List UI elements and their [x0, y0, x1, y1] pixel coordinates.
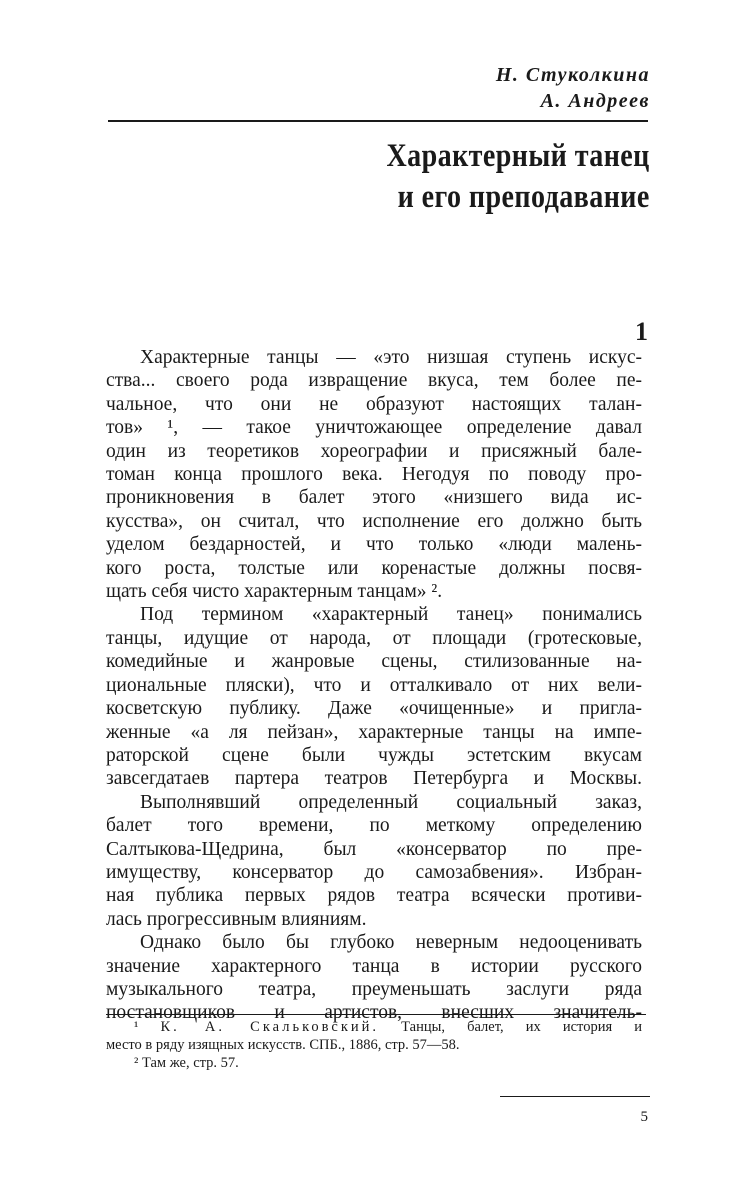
body-line: Характерные танцы — «это низшая ступень искус-	[140, 347, 642, 368]
body-line: музыкального театра, преуменьшать заслуги ряда	[106, 978, 642, 1000]
author-andreev: А. Андреев	[540, 90, 650, 112]
body-line: значение характерного танца в истории русского	[106, 955, 642, 977]
body-line: женные «а ля пейзан», характерные танцы на импе-	[106, 721, 642, 743]
chapter-title-line-1: Характерный танец	[386, 138, 650, 174]
body-line: проникновения в балет этого «низшего вида ис-	[106, 487, 642, 509]
section-number: 1	[635, 317, 648, 346]
body-line: щать себя чисто характерным танцам» ².	[106, 581, 443, 603]
footnotes	[106, 1018, 642, 1072]
body-line: томан конца прошлого века. Негодуя по поводу про-	[106, 464, 642, 486]
header-rule	[108, 120, 648, 122]
footnote-1-marker: ¹	[134, 1019, 139, 1035]
body-line: ная публика первых рядов театра всячески противи-	[106, 885, 642, 907]
body-line: Салтыкова-Щедрина, был «консерватор по пре-	[106, 838, 642, 860]
body-line: тов» ¹, — такое уничтожающее определение давал	[106, 417, 642, 439]
body-line: имуществу, консерватор до самозабвения». Избран-	[106, 861, 642, 883]
footnote-1-text: Танцы, балет, их история и	[401, 1019, 643, 1035]
body-line: раторской сцене были чужды эстетским вкусам	[106, 744, 642, 766]
body-line: комедийные и жанровые сцены, стилизованные на-	[106, 651, 642, 673]
chapter-title-line-2: и его преподавание	[397, 179, 650, 215]
body-line: постановщиков и артистов, внесших значитель-	[106, 1002, 642, 1024]
body-line: завсегдатаев партера театров Петербурга и Москвы.	[106, 768, 642, 790]
body-line: кого роста, толстые или коренастые должны посвя-	[106, 557, 642, 579]
body-line: кусства», он считал, что исполнение его должно быть	[106, 510, 642, 532]
body-line: уделом бездарностей, и что только «люди малень-	[106, 534, 642, 556]
body-line: лась прогрессивным влияниям.	[106, 908, 367, 930]
footnote-rule	[106, 1014, 646, 1015]
chapter-title	[387, 136, 650, 218]
author-stukolkina: Н. Стуколкина	[495, 64, 650, 86]
footnote-2: ² Там же, стр. 57.	[134, 1055, 239, 1071]
page-number-rule	[500, 1096, 650, 1097]
body-line: танцы, идущие от народа, от площади (гротесковые,	[106, 627, 642, 649]
body-line: косветскую публику. Даже «очищенные» и пригла-	[106, 698, 642, 720]
author-block	[496, 62, 650, 114]
body-line: Однако было бы глубоко неверным недооценивать	[140, 932, 642, 954]
body-line: один из теоретиков хореографии и присяжный бале-	[106, 440, 642, 462]
body-line: чальное, что они не образуют настоящих талан-	[106, 393, 642, 415]
body-line: циональные пляски), что и отталкивало от них вели-	[106, 674, 642, 696]
footnote-1-continuation: место в ряду изящных искусств. СПБ., 1886, стр. 57—58.	[106, 1037, 460, 1053]
body-line: балет того времени, по меткому определению	[106, 815, 642, 837]
footnote-1	[106, 1018, 642, 1036]
body-line: Под термином «характерный танец» понимались	[140, 604, 642, 626]
body-text	[106, 346, 642, 1025]
body-line: ства... своего рода извращение вкуса, тем более пе-	[106, 370, 642, 392]
footnote-1-author: К. А. Скальковский.	[160, 1019, 380, 1035]
body-line: Выполнявший определенный социальный заказ,	[140, 791, 642, 813]
page-number: 5	[640, 1109, 648, 1125]
